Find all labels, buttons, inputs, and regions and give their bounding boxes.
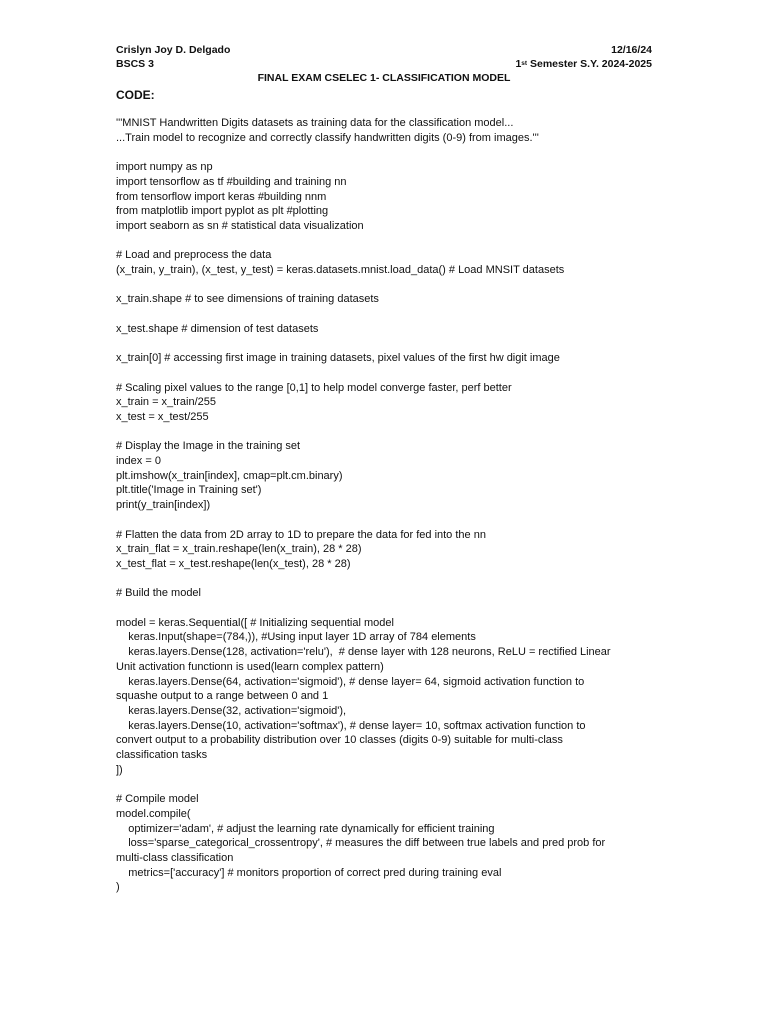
code-line: # Compile model <box>116 793 199 806</box>
code-line: keras.layers.Dense(128, activation='relu'), # dense layer with 128 neurons, ReLU = rectified Linear <box>116 646 611 659</box>
code-line <box>116 278 656 293</box>
code-line: plt.title('Image in Training set') <box>116 484 262 497</box>
code-line: multi-class classification <box>116 851 234 864</box>
code-line: # Load and preprocess the data <box>116 249 272 262</box>
exam-title: FINAL EXAM CSELEC 1- CLASSIFICATION MODEL <box>257 72 511 84</box>
code-line: # Scaling pixel values to the range [0,1] to help model converge faster, perf better <box>116 381 512 394</box>
exam-date: 12/16/24 <box>611 44 652 56</box>
code-line: x_test.shape # dimension of test datasets <box>116 322 319 335</box>
code-line: # Build the model <box>116 587 201 600</box>
code-line <box>116 145 656 160</box>
code-line: x_train[0] # accessing first image in training datasets, pixel values of the first hw digit image <box>116 352 560 365</box>
code-line <box>116 234 656 249</box>
code-line: import numpy as np <box>116 161 213 174</box>
code-line: keras.layers.Dense(10, activation='softmax'), # dense layer= 10, softmax activation function to <box>116 719 586 732</box>
code-line: loss='sparse_categorical_crossentropy', # measures the diff between true labels and pred prob for <box>116 837 606 850</box>
code-line: model.compile( <box>116 807 191 820</box>
code-block <box>116 116 656 895</box>
code-line: model = keras.Sequential([ # Initializing sequential model <box>116 616 394 629</box>
code-line: import tensorflow as tf #building and training nn <box>116 175 347 188</box>
code-line: x_test = x_test/255 <box>116 410 209 423</box>
code-heading: CODE: <box>116 88 155 102</box>
code-line: from tensorflow import keras #building nnm <box>116 190 327 203</box>
code-line: keras.layers.Dense(32, activation='sigmoid'), <box>116 704 347 717</box>
code-line: from matplotlib import pyplot as plt #plotting <box>116 205 329 218</box>
code-line <box>116 425 656 440</box>
code-line: x_train.shape # to see dimensions of training datasets <box>116 293 379 306</box>
course-section: BSCS 3 <box>116 58 154 70</box>
code-line: ...Train model to recognize and correctly classify handwritten digits (0-9) from images.''' <box>116 131 539 144</box>
code-line <box>116 307 656 322</box>
code-line <box>116 601 656 616</box>
code-line: ) <box>116 881 120 894</box>
code-line: convert output to a probability distribution over 10 classes (digits 0-9) suitable for multi-class <box>116 734 563 747</box>
semester-ordinal: 1 <box>515 58 522 70</box>
semester-suffix: st <box>521 60 528 67</box>
semester-label <box>515 58 652 71</box>
code-line: x_train_flat = x_train.reshape(len(x_train), 28 * 28) <box>116 543 362 556</box>
code-line <box>116 366 656 381</box>
code-line: '''MNIST Handwritten Digits datasets as training data for the classification model... <box>116 117 514 129</box>
code-line: classification tasks <box>116 749 208 762</box>
code-line: # Flatten the data from 2D array to 1D to prepare the data for fed into the nn <box>116 528 486 541</box>
code-line: optimizer='adam', # adjust the learning rate dynamically for efficient training <box>116 822 495 835</box>
code-line: import seaborn as sn # statistical data visualization <box>116 219 364 232</box>
code-line: keras.layers.Dense(64, activation='sigmoid'), # dense layer= 64, sigmoid activation function to <box>116 675 585 688</box>
author-name: Crislyn Joy D. Delgado <box>116 44 231 56</box>
code-line: ]) <box>116 763 123 776</box>
semester-rest: Semester S.Y. 2024-2025 <box>527 58 652 70</box>
code-line: keras.Input(shape=(784,)), #Using input layer 1D array of 784 elements <box>116 631 476 644</box>
code-line: plt.imshow(x_train[index], cmap=plt.cm.binary) <box>116 469 343 482</box>
code-line: x_test_flat = x_test.reshape(len(x_test), 28 * 28) <box>116 557 351 570</box>
code-line <box>116 572 656 587</box>
code-line: x_train = x_train/255 <box>116 396 216 409</box>
code-line: # Display the Image in the training set <box>116 440 301 453</box>
code-line: print(y_train[index]) <box>116 499 211 512</box>
code-line <box>116 777 656 792</box>
code-line: index = 0 <box>116 455 161 468</box>
code-line: squashe output to a range between 0 and 1 <box>116 690 329 703</box>
code-line <box>116 513 656 528</box>
code-line: Unit activation functionn is used(learn complex pattern) <box>116 660 384 673</box>
code-line: metrics=['accuracy'] # monitors proportion of correct pred during training eval <box>116 866 502 879</box>
code-line <box>116 336 656 351</box>
code-line: (x_train, y_train), (x_test, y_test) = keras.datasets.mnist.load_data() # Load MNSIT datasets <box>116 264 565 276</box>
